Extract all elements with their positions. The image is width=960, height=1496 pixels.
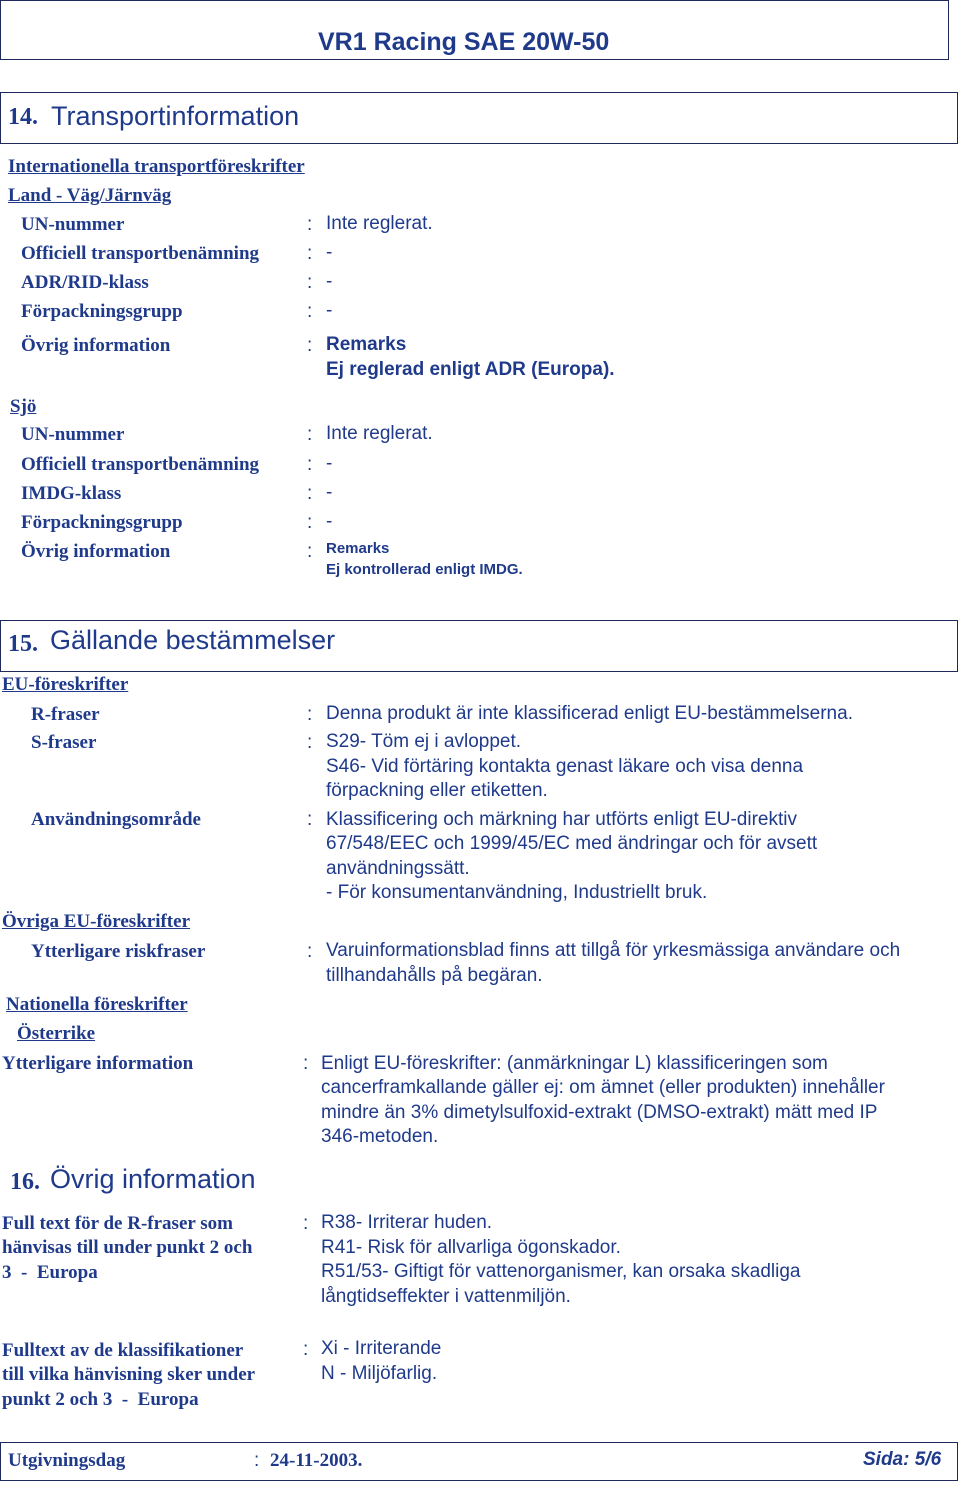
land-name-value: - (326, 242, 333, 263)
other-eu-heading: Övriga EU-föreskrifter (2, 911, 191, 932)
sea-class-value: - (326, 482, 333, 503)
rfull-line: långtidseffekter i vattenmiljön. (321, 1286, 571, 1307)
more-info-line: Enligt EU-föreskrifter: (anmärkningar L) klassificeringen som (321, 1053, 828, 1074)
colon: : (307, 941, 313, 962)
section-16-number: 16. (10, 1169, 40, 1195)
rfull-line: R38- Irriterar huden. (321, 1212, 493, 1233)
colon: : (303, 1053, 309, 1074)
colon: : (254, 1450, 260, 1471)
page-number: Sida: 5/6 (863, 1449, 942, 1470)
r-phrases-value: Denna produkt är inte klassificerad enligt EU-bestämmelserna. (326, 703, 853, 724)
usage-line: Klassificering och märkning har utförts enligt EU-direktiv (326, 809, 797, 830)
sea-class-label: IMDG-klass (21, 483, 122, 504)
more-info-line: mindre än 3% dimetylsulfoxid-extrakt (DMSO-extrakt) mätt med IP (321, 1102, 878, 1123)
class-label-line: Fulltext av de klassifikationer (2, 1340, 244, 1361)
colon: : (307, 809, 313, 830)
class-label-line: punkt 2 och 3 - Europa (2, 1389, 199, 1410)
sea-name-value: - (326, 453, 333, 474)
section-14-number: 14. (8, 104, 38, 130)
class-line: Xi - Irriterande (321, 1338, 442, 1359)
national-heading: Nationella föreskrifter (6, 994, 188, 1015)
sea-un-label: UN-nummer (21, 424, 125, 445)
intl-heading: Internationella transportföreskrifter (8, 156, 305, 177)
s-phrases-label: S-fraser (31, 732, 97, 753)
more-info-label: Ytterligare information (2, 1053, 194, 1074)
colon: : (307, 424, 313, 445)
section-16-title: Övrig information (50, 1164, 256, 1194)
austria-heading: Österrike (17, 1023, 96, 1044)
land-un-value: Inte reglerat. (326, 213, 433, 234)
colon: : (307, 243, 313, 264)
extra-risk-line: Varuinformationsblad finns att tillgå för yrkesmässiga användare och (326, 940, 901, 961)
section-15-title: Gällande bestämmelser (50, 625, 336, 655)
colon: : (307, 301, 313, 322)
product-title: VR1 Racing SAE 20W-50 (318, 28, 610, 56)
more-info-line: cancerframkallande gäller ej: om ämnet (eller produkten) innehåller (321, 1077, 885, 1098)
sea-pack-label: Förpackningsgrupp (21, 512, 183, 533)
more-info-line: 346-metoden. (321, 1126, 439, 1147)
land-pack-value: - (326, 300, 333, 321)
land-class-label: ADR/RID-klass (21, 272, 149, 293)
usage-line: 67/548/EEC och 1999/45/EC med ändringar och för avsett (326, 833, 818, 854)
sea-other-line2: Ej kontrollerad enligt IMDG. (326, 561, 523, 578)
sea-other-label: Övrig information (21, 541, 171, 562)
r-phrases-label: R-fraser (31, 704, 100, 725)
colon: : (307, 272, 313, 293)
s-phrases-line: S46- Vid förtäring kontakta genast läkare och visa denna (326, 756, 804, 777)
sea-name-label: Officiell transportbenämning (21, 454, 260, 475)
colon: : (303, 1339, 309, 1360)
usage-line: användningssätt. (326, 858, 470, 879)
sea-un-value: Inte reglerat. (326, 423, 433, 444)
eu-heading: EU-föreskrifter (2, 674, 129, 695)
colon: : (307, 214, 313, 235)
colon: : (307, 512, 313, 533)
colon: : (307, 541, 313, 562)
colon: : (307, 454, 313, 475)
rfull-line: R51/53- Giftigt för vattenorganismer, kan orsaka skadliga (321, 1261, 801, 1282)
colon: : (307, 483, 313, 504)
land-other-label: Övrig information (21, 335, 171, 356)
section-14-title: Transportinformation (51, 101, 300, 131)
land-class-value: - (326, 271, 333, 292)
sea-pack-value: - (326, 511, 333, 532)
land-other-line2: Ej reglerad enligt ADR (Europa). (326, 359, 615, 380)
extra-risk-label: Ytterligare riskfraser (31, 941, 206, 962)
land-heading: Land - Väg/Järnväg (8, 185, 172, 206)
usage-label: Användningsområde (31, 809, 201, 830)
colon: : (307, 704, 313, 725)
land-pack-label: Förpackningsgrupp (21, 301, 183, 322)
rfull-line: R41- Risk för allvarliga ögonskador. (321, 1237, 621, 1258)
issue-date-label: Utgivningsdag (8, 1450, 126, 1471)
land-name-label: Officiell transportbenämning (21, 243, 260, 264)
colon: : (303, 1213, 309, 1234)
land-other-line1: Remarks (326, 334, 407, 355)
usage-line: - För konsumentanvändning, Industriellt bruk. (326, 882, 708, 903)
rfull-label-line: hänvisas till under punkt 2 och (2, 1237, 253, 1258)
rfull-label-line: Full text för de R-fraser som (2, 1213, 233, 1234)
colon: : (307, 335, 313, 356)
class-line: N - Miljöfarlig. (321, 1363, 438, 1384)
colon: : (307, 732, 313, 753)
sea-other-line1: Remarks (326, 540, 390, 557)
footer-box (0, 1442, 958, 1481)
land-un-label: UN-nummer (21, 214, 125, 235)
issue-date-value: 24-11-2003. (270, 1450, 363, 1471)
s-phrases-line: förpackning eller etiketten. (326, 780, 548, 801)
section-15-number: 15. (8, 631, 38, 657)
s-phrases-line: S29- Töm ej i avloppet. (326, 731, 522, 752)
sea-heading: Sjö (10, 396, 37, 417)
class-label-line: till vilka hänvisning sker under (2, 1364, 256, 1385)
rfull-label-line: 3 - Europa (2, 1262, 98, 1283)
extra-risk-line: tillhandahålls på begäran. (326, 965, 543, 986)
